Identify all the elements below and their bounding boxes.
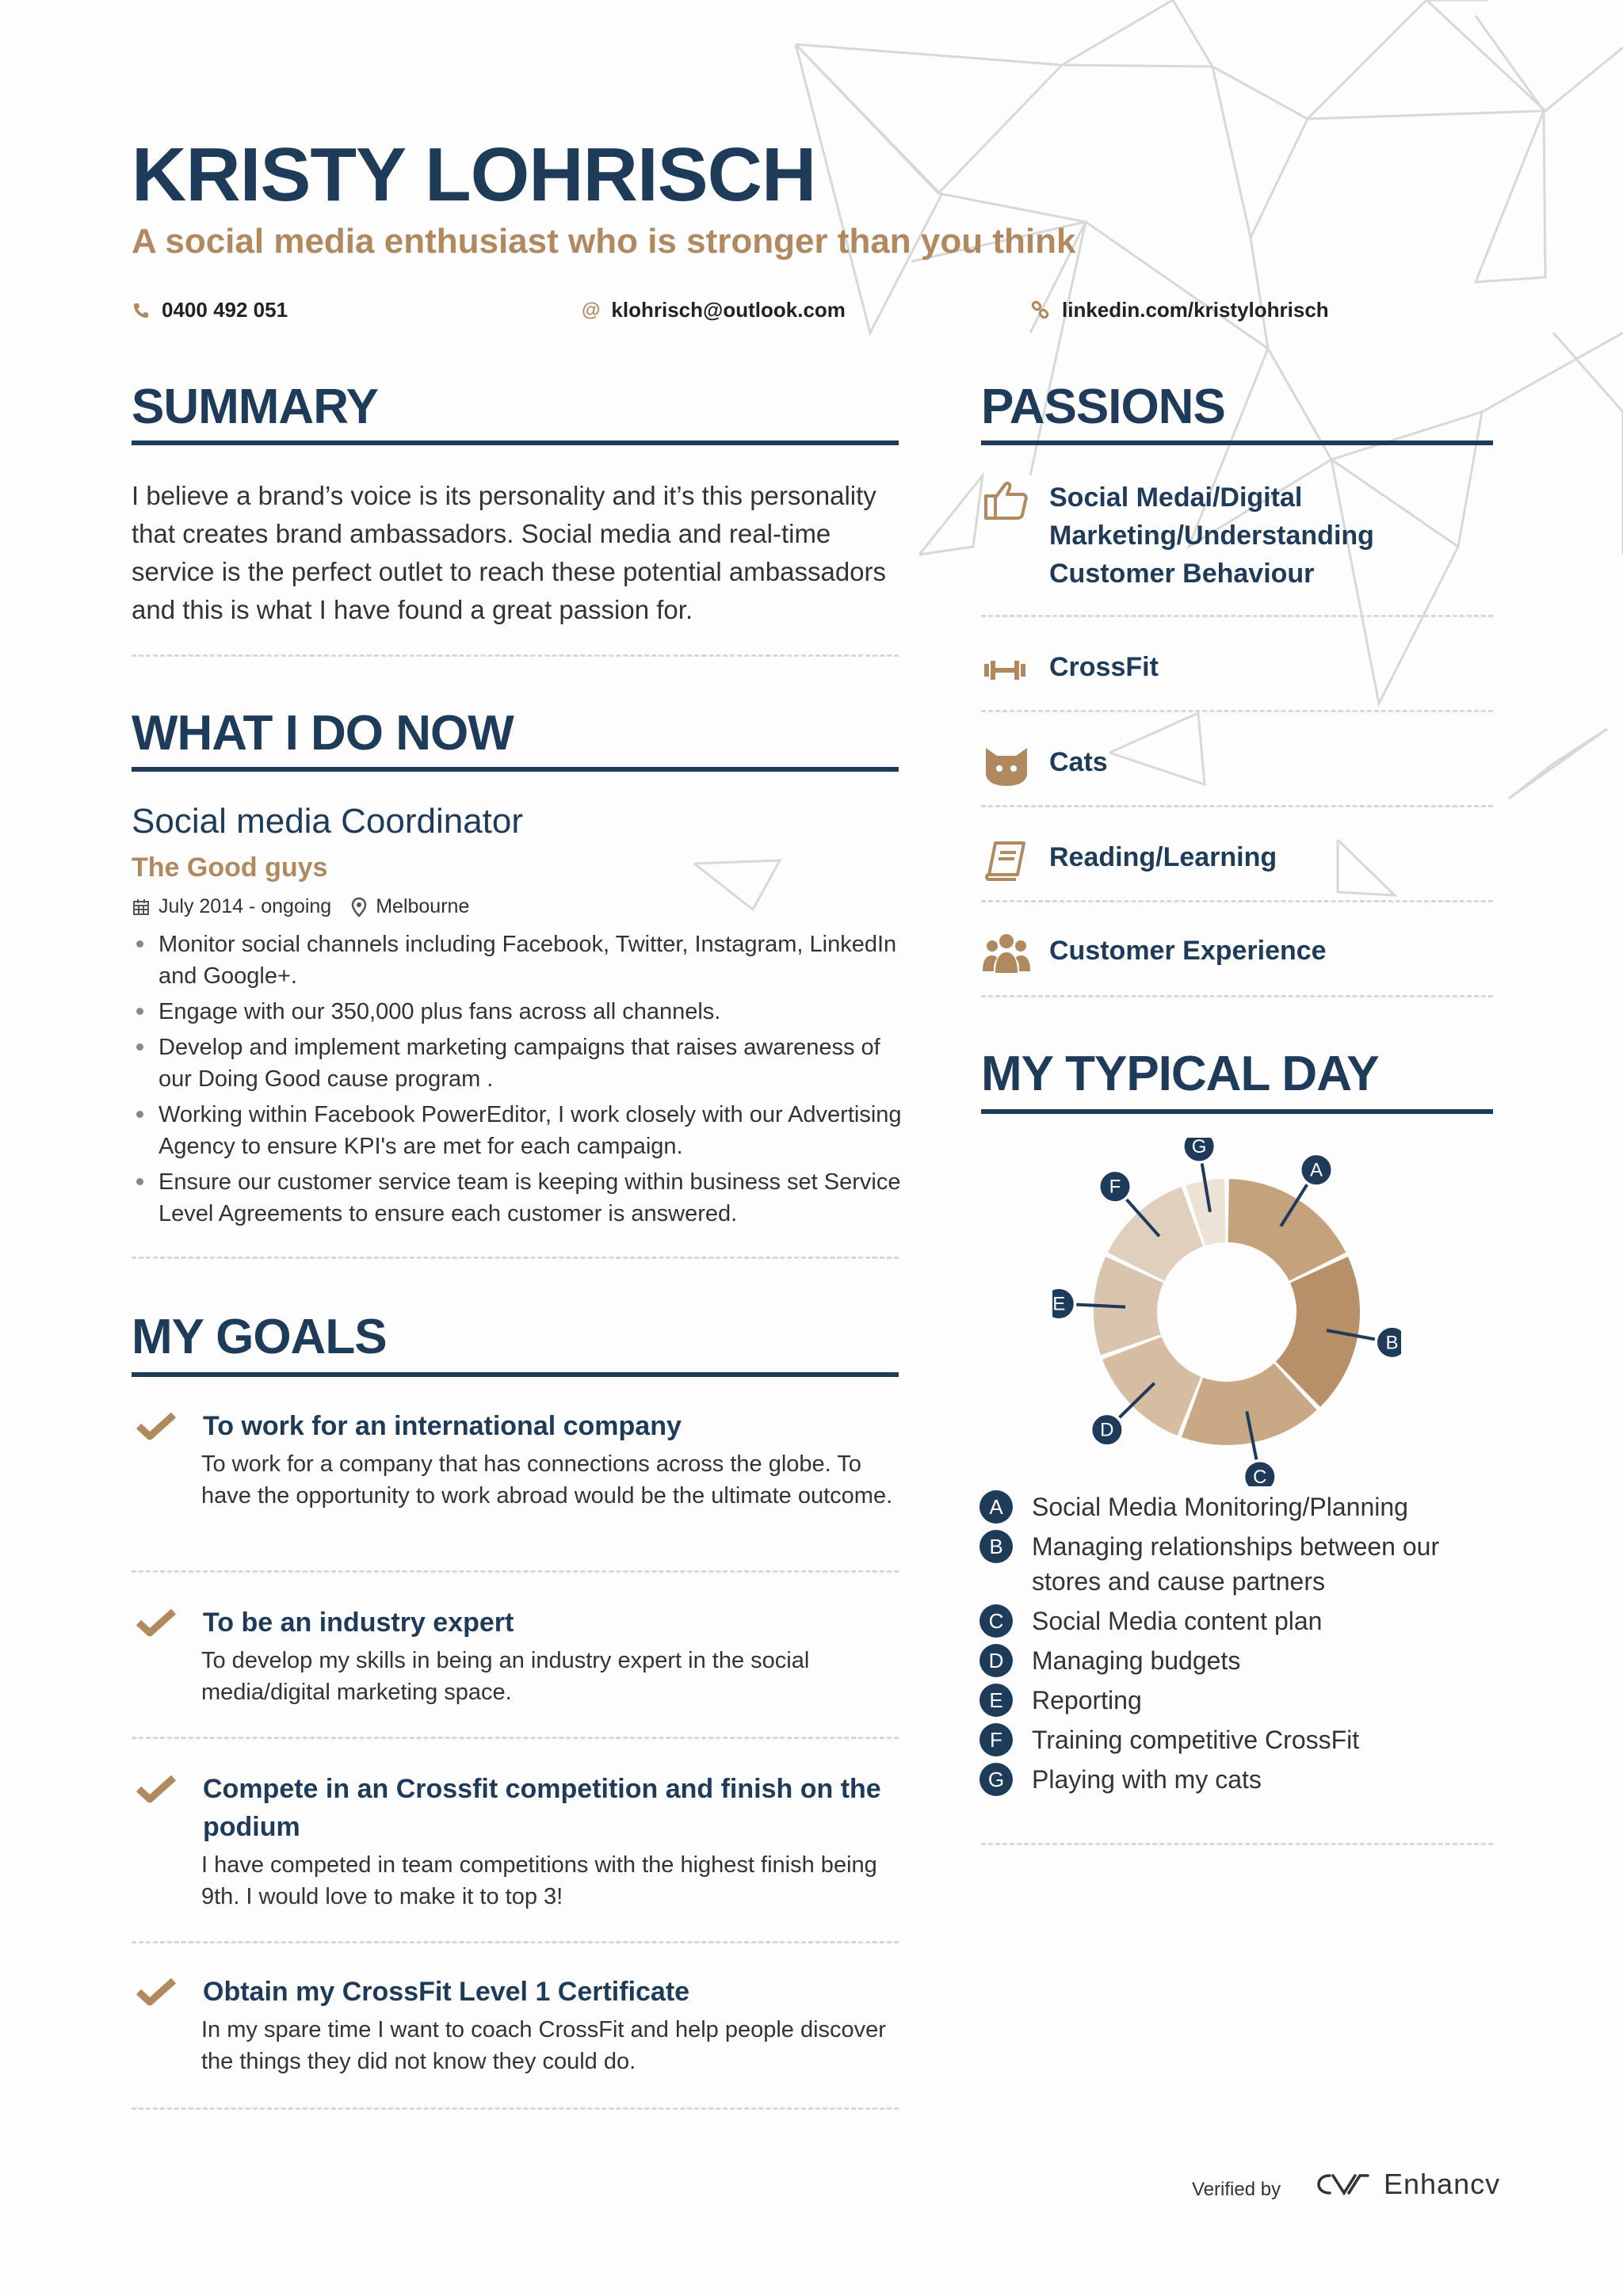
calendar-icon: [132, 898, 151, 917]
goal-item: [132, 1770, 908, 1913]
phone-icon: [132, 301, 151, 320]
passion-label: Cats: [1049, 747, 1108, 777]
experience-heading: WHAT I DO NOW: [132, 706, 514, 761]
legend-label: Training competitive CrossFit: [1032, 1726, 1360, 1754]
passion-label: CrossFit: [1049, 652, 1159, 682]
at-icon: @: [582, 299, 601, 321]
donut-label-text: G: [1191, 1138, 1207, 1158]
legend-item: [980, 1683, 1487, 1718]
job-title: Social media Coordinator: [132, 802, 524, 841]
location-pin-icon: [350, 897, 368, 917]
email-contact[interactable]: [582, 298, 846, 322]
enhancv-logo[interactable]: [1316, 2168, 1500, 2201]
passion-label: Reading/Learning: [1049, 842, 1277, 872]
checkmark-icon: [136, 1607, 176, 1638]
passion-divider: [981, 710, 1493, 712]
legend-badge: E: [980, 1684, 1013, 1717]
legend-badge: D: [980, 1644, 1013, 1677]
legend-item: [980, 1722, 1487, 1757]
passion-divider: [981, 900, 1493, 902]
typical-day-heading: MY TYPICAL DAY: [981, 1047, 1379, 1101]
company-name: The Good guys: [132, 852, 328, 883]
legend-badge: C: [980, 1604, 1013, 1638]
tagline: A social media enthusiast who is stronger than you think: [132, 222, 1076, 261]
list-item: Monitor social channels including Facebook, Twitter, Instagram, LinkedIn and Google+.: [132, 929, 916, 992]
dumbbell-icon: [981, 648, 1032, 692]
section-divider: [132, 1257, 899, 1259]
checkmark-icon: [136, 1773, 176, 1805]
job-dates: July 2014 - ongoing: [158, 895, 332, 917]
donut-label-text: E: [1052, 1293, 1066, 1315]
enhancv-brand-name: Enhancv: [1384, 2168, 1501, 2200]
goal-title: Obtain my CrossFit Level 1 Certificate: [203, 1977, 690, 2007]
legend-label: Social Media Monitoring/Planning: [1032, 1493, 1408, 1521]
phone-number: 0400 492 051: [162, 298, 288, 322]
goal-description: To work for a company that has connections across the globe. To have the opportunity to work abroad would be the ultimate outcome.: [201, 1451, 893, 1508]
link-icon: [1030, 300, 1051, 321]
job-meta: [132, 895, 469, 918]
job-location: Melbourne: [376, 895, 470, 917]
legend-label: Managing budgets: [1032, 1646, 1241, 1675]
goal-divider: [132, 1941, 899, 1943]
passion-item: [981, 932, 1488, 976]
list-item: Working within Facebook PowerEditor, I work closely with our Advertising Agency to ensure KPI's are met for each campaign.: [132, 1099, 916, 1162]
list-item: Ensure our customer service team is keeping within business set Service Level Agreements to ensure each customer is answered.: [132, 1166, 916, 1230]
passion-item: [981, 479, 1488, 593]
summary-rule: [132, 441, 899, 445]
section-divider: [981, 1843, 1493, 1845]
donut-label-text: D: [1100, 1419, 1114, 1441]
enhancv-logo-icon: [1316, 2171, 1371, 2198]
passions-rule: [981, 441, 1493, 445]
goal-description: To develop my skills in being an industry expert in the social media/digital marketing space.: [201, 1648, 810, 1705]
summary-heading: SUMMARY: [132, 379, 379, 434]
verified-by-label: Verified by: [1192, 2179, 1281, 2200]
goals-heading: MY GOALS: [132, 1310, 387, 1364]
goal-item: [132, 1973, 908, 2077]
goal-title: To be an industry expert: [203, 1608, 514, 1638]
users-icon: [981, 932, 1032, 976]
legend-item: [980, 1762, 1487, 1797]
goal-title: To work for an international company: [203, 1411, 682, 1441]
passion-label: Social Medai/Digital Marketing/Understanding Customer Behaviour: [1049, 482, 1374, 589]
legend-label: Managing relationships between our stores and cause partners: [1032, 1532, 1440, 1596]
candidate-name: KRISTY LOHRISCH: [132, 132, 816, 217]
list-item: Engage with our 350,000 plus fans across all channels.: [132, 996, 916, 1028]
passion-divider: [981, 615, 1493, 617]
phone-contact[interactable]: [132, 298, 288, 322]
goal-item: [132, 1604, 908, 1708]
email-address: klohrisch@outlook.com: [611, 298, 846, 322]
donut-slice-a: [1228, 1179, 1346, 1281]
passion-item: [981, 743, 1488, 788]
legend-item: [980, 1529, 1487, 1599]
checkmark-icon: [136, 1410, 176, 1442]
goal-divider: [132, 2107, 899, 2110]
passion-divider: [981, 995, 1493, 997]
book-icon: [981, 838, 1032, 883]
donut-label-text: B: [1385, 1332, 1399, 1354]
passion-item: [981, 648, 1488, 692]
checkmark-icon: [136, 1976, 176, 2008]
legend-badge: B: [980, 1530, 1013, 1563]
typical-day-legend: [980, 1489, 1487, 1802]
passion-label: Customer Experience: [1049, 936, 1327, 966]
donut-label-text: F: [1109, 1176, 1121, 1198]
goal-item: [132, 1407, 908, 1512]
thumbs-up-icon: [981, 479, 1032, 523]
goal-divider: [132, 1570, 899, 1573]
cat-icon: [981, 743, 1032, 788]
goal-title: Compete in an Crossfit competition and finish on the podium: [203, 1774, 881, 1842]
legend-label: Reporting: [1032, 1686, 1142, 1714]
goal-description: In my spare time I want to coach CrossFit and help people discover the things they did not know they could do.: [201, 2017, 886, 2074]
linkedin-contact[interactable]: [1030, 298, 1329, 322]
passions-heading: PASSIONS: [981, 379, 1225, 434]
donut-label-text: C: [1253, 1466, 1267, 1486]
goal-divider: [132, 1737, 899, 1739]
goals-rule: [132, 1372, 899, 1377]
legend-badge: F: [980, 1723, 1013, 1756]
section-divider: [132, 654, 899, 657]
linkedin-url: linkedin.com/kristylohrisch: [1062, 298, 1329, 322]
list-item: Develop and implement marketing campaigns that raises awareness of our Doing Good cause program .: [132, 1032, 916, 1095]
legend-badge: G: [980, 1763, 1013, 1796]
legend-badge: A: [980, 1490, 1013, 1524]
goal-description: I have competed in team competitions with the highest finish being 9th. I would love to make it to top 3!: [201, 1852, 877, 1909]
experience-rule: [132, 767, 899, 772]
legend-item: [980, 1489, 1487, 1524]
passion-item: [981, 838, 1488, 883]
passion-divider: [981, 805, 1493, 807]
summary-text: I believe a brand’s voice is its personality and it’s this personality that creates brand ambassadors. Social media and real-time service is the perfect outlet to reach these potential ambassadors and this is what I have found a great passion for.: [132, 481, 887, 624]
donut-label-text: A: [1309, 1159, 1323, 1181]
legend-item: [980, 1604, 1487, 1638]
responsibility-list: [132, 929, 916, 1234]
legend-item: [980, 1643, 1487, 1678]
typical-day-donut-chart: [1052, 1138, 1401, 1486]
typical-day-rule: [981, 1109, 1493, 1114]
legend-label: Social Media content plan: [1032, 1607, 1323, 1635]
legend-label: Playing with my cats: [1032, 1765, 1262, 1794]
